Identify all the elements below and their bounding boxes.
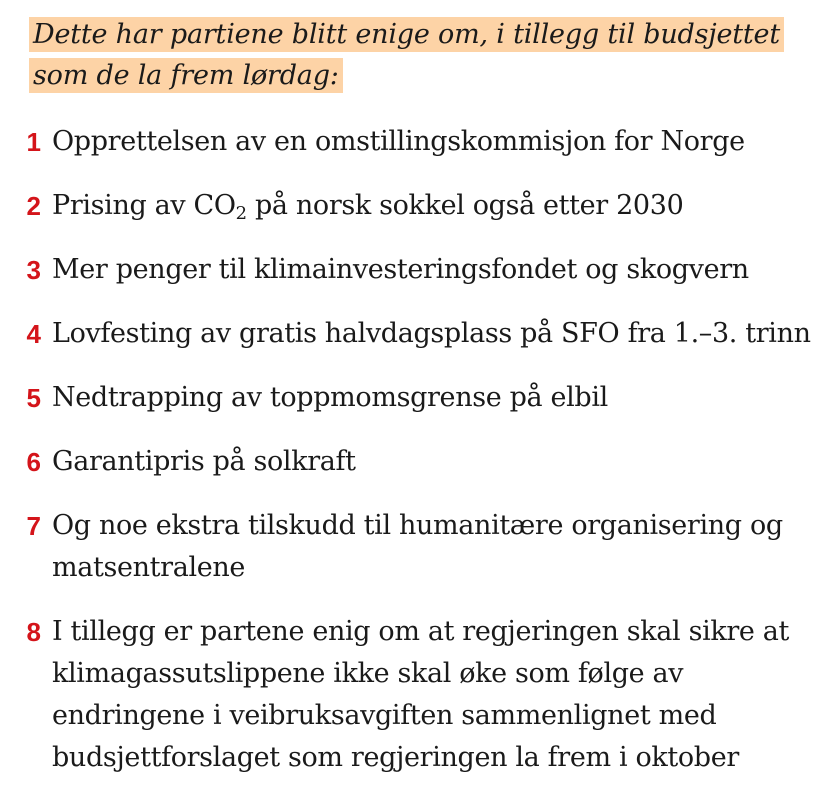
subscript: 2 xyxy=(235,203,247,224)
list-item-text: Opprettelsen av en omstillingskommisjon for Norge xyxy=(52,126,745,157)
list-item-text: Og noe ekstra tilskudd til humanitære organisering og matsentralene xyxy=(52,510,783,583)
list-item-number: 7 xyxy=(26,511,41,541)
list-item-text: I tillegg er partene enig om at regjeringen skal sikre at klimagassutslippene ikke skal øke som følge av endringene i veibruksavgiften sammenlignet med budsjettforslaget som regjeringen la frem i oktober xyxy=(52,616,790,773)
list-item xyxy=(0,313,829,355)
list-item-text: Nedtrapping av toppmomsgrense på elbil xyxy=(52,382,608,413)
list-item-text: Mer penger til klimainvesteringsfondet og skogvern xyxy=(52,254,749,285)
intro-highlight: Dette har partiene blitt enige om, i tillegg til budsjettet som de la frem lørdag: xyxy=(29,17,784,93)
list-item-text-after: på norsk sokkel også etter 2030 xyxy=(246,190,684,221)
list-item-number: 4 xyxy=(26,319,41,349)
list-item-number: 6 xyxy=(26,447,41,477)
list-item xyxy=(0,121,829,163)
list-item xyxy=(0,505,829,589)
list-item-number: 2 xyxy=(26,191,41,221)
list-item-text-before: Prising av CO xyxy=(52,190,236,221)
list-item-number: 5 xyxy=(26,383,41,413)
list-item-number: 1 xyxy=(26,127,41,157)
list-item xyxy=(0,441,829,483)
list-item-number: 3 xyxy=(26,255,41,285)
agreement-list xyxy=(0,121,829,801)
intro-heading xyxy=(29,14,819,96)
list-item xyxy=(0,185,829,227)
list-item xyxy=(0,377,829,419)
list-item xyxy=(0,249,829,291)
list-item-number: 8 xyxy=(26,617,41,647)
list-item xyxy=(0,611,829,779)
list-item-text: Garantipris på solkraft xyxy=(52,446,356,477)
list-item-text xyxy=(52,185,829,227)
list-item-text: Lovfesting av gratis halvdagsplass på SFO fra 1.–3. trinn xyxy=(52,318,811,349)
